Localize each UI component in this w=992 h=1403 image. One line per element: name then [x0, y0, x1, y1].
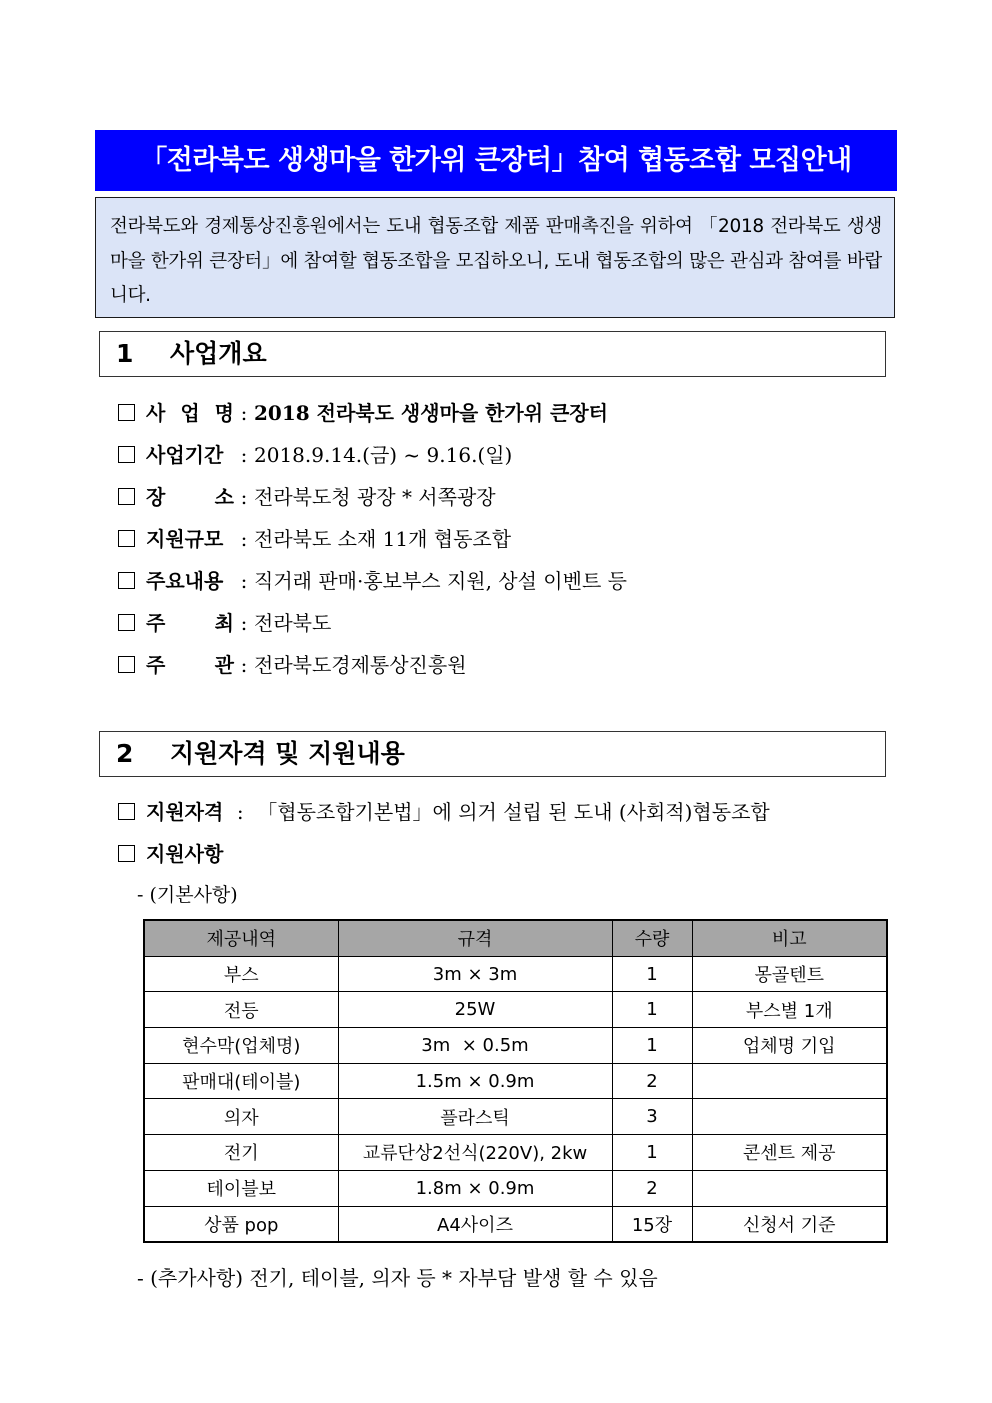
item-organizer: 주 관 : 전라북도경제통상진흥원: [118, 652, 467, 678]
item-support-scale: 지원규모 : 전라북도 소재 11개 협동조합: [118, 526, 511, 552]
checkbox-icon: [118, 803, 135, 820]
table-cell: 교류단상2선식(220V), 2kw: [338, 1135, 612, 1171]
table-cell: 2: [612, 1170, 692, 1206]
item-label: 사업기간: [146, 443, 224, 467]
table-cell: A4사이즈: [338, 1206, 612, 1242]
section-2-heading: 지원자격 및 지원내용: [170, 739, 405, 768]
table-header-cell: 수량: [612, 920, 692, 956]
table-cell: 현수막(업체명): [144, 1028, 338, 1064]
table-cell: 전등: [144, 992, 338, 1028]
checkbox-icon: [118, 446, 135, 463]
table-cell: 25W: [338, 992, 612, 1028]
table-cell: 1: [612, 992, 692, 1028]
item-label: 지원규모: [146, 527, 224, 551]
checkbox-icon: [118, 845, 135, 862]
table-cell: 부스: [144, 956, 338, 992]
item-project-name: 사 업 명 : 2018 전라북도 생생마을 한가위 큰장터: [118, 400, 608, 426]
table-row: [144, 1206, 887, 1242]
table-cell: [692, 1063, 887, 1099]
checkbox-icon: [118, 404, 135, 421]
table-cell: 테이블보: [144, 1170, 338, 1206]
item-label: 지원자격: [146, 800, 224, 824]
table-cell: 콘센트 제공: [692, 1135, 887, 1171]
item-value: 전라북도: [254, 611, 332, 635]
checkbox-icon: [118, 530, 135, 547]
section-2-header: [99, 731, 886, 777]
item-value: 2018.9.14.(금) ~ 9.16.(일): [254, 443, 513, 467]
table-cell: 부스별 1개: [692, 992, 887, 1028]
table-cell: 전기: [144, 1135, 338, 1171]
intro-box: [95, 197, 895, 318]
table-header-cell: 규격: [338, 920, 612, 956]
table-cell: 1: [612, 1028, 692, 1064]
item-support-details: [118, 841, 223, 867]
checkbox-icon: [118, 656, 135, 673]
table-row: [144, 992, 887, 1028]
item-label: 장 소: [146, 485, 234, 509]
section-2-number: 2: [116, 739, 134, 768]
table-cell: 3: [612, 1099, 692, 1135]
item-label: 지원사항: [146, 842, 224, 866]
table-cell: 의자: [144, 1099, 338, 1135]
table-row: [144, 1135, 887, 1171]
table-header-cell: 제공내역: [144, 920, 338, 956]
item-project-period: 사업기간 : 2018.9.14.(금) ~ 9.16.(일): [118, 442, 512, 468]
table-header-cell: 비고: [692, 920, 887, 956]
table-cell: 신청서 기준: [692, 1206, 887, 1242]
table-cell: 15장: [612, 1206, 692, 1242]
item-value: 직거래 판매·홍보부스 지원, 상설 이벤트 등: [254, 569, 627, 593]
item-value: 「협동조합기본법」에 의거 설립 된 도내 (사회적)협동조합: [257, 800, 770, 824]
item-label: 주 관: [146, 653, 234, 677]
table-cell: 업체명 기입: [692, 1028, 887, 1064]
table-cell: 1: [612, 1135, 692, 1171]
item-label: 주요내용: [146, 569, 224, 593]
table-cell: 3m × 0.5m: [338, 1028, 612, 1064]
table-cell: 상품 pop: [144, 1206, 338, 1242]
table-cell: 1.5m × 0.9m: [338, 1063, 612, 1099]
table-cell: [692, 1099, 887, 1135]
table-cell: 판매대(테이블): [144, 1063, 338, 1099]
table-cell: 1: [612, 956, 692, 992]
intro-text: 전라북도와 경제통상진흥원에서는 도내 협동조합 제품 판매촉진을 위하여 「2018 전라북도 생생마을 한가위 큰장터」에 참여할 협동조합을 모집하오니, 도내 협동조합의 많은 관심과 참여를 바랍니다.: [110, 216, 882, 306]
section-1-number: 1: [116, 339, 134, 368]
table-cell: 플라스틱: [338, 1099, 612, 1135]
support-table: [143, 919, 888, 1243]
table-row: [144, 956, 887, 992]
item-qualification: 지원자격 : 「협동조합기본법」에 의거 설립 된 도내 (사회적)협동조합: [118, 799, 770, 825]
table-cell: 1.8m × 0.9m: [338, 1170, 612, 1206]
table-row: [144, 1063, 887, 1099]
item-label: 주 최: [146, 611, 234, 635]
item-label: 사 업 명: [146, 401, 234, 425]
extra-note: - (추가사항) 전기, 테이블, 의자 등 * 자부담 발생 할 수 있음: [137, 1266, 658, 1290]
table-cell: 몽골텐트: [692, 956, 887, 992]
page-title: 「전라북도 생생마을 한가위 큰장터」참여 협동조합 모집안내: [95, 130, 897, 191]
table-row: [144, 1099, 887, 1135]
item-value: 2018 전라북도 생생마을 한가위 큰장터: [254, 401, 608, 425]
checkbox-icon: [118, 488, 135, 505]
table-cell: [692, 1170, 887, 1206]
table-cell: 3m × 3m: [338, 956, 612, 992]
checkbox-icon: [118, 572, 135, 589]
item-value: 전라북도경제통상진흥원: [254, 653, 467, 677]
item-value: 전라북도청 광장 * 서쪽광장: [254, 485, 496, 509]
table-row: [144, 1170, 887, 1206]
section-1-heading: 사업개요: [170, 339, 267, 368]
table-cell: 2: [612, 1063, 692, 1099]
item-host: 주 최 : 전라북도: [118, 610, 331, 636]
section-1-header: [99, 331, 886, 377]
item-value: 전라북도 소재 11개 협동조합: [254, 527, 512, 551]
item-location: 장 소 : 전라북도청 광장 * 서쪽광장: [118, 484, 496, 510]
basic-note: - (기본사항): [137, 884, 238, 906]
checkbox-icon: [118, 614, 135, 631]
item-main-content: 주요내용 : 직거래 판매·홍보부스 지원, 상설 이벤트 등: [118, 568, 627, 594]
table-header-row: [144, 920, 887, 956]
table-row: [144, 1028, 887, 1064]
